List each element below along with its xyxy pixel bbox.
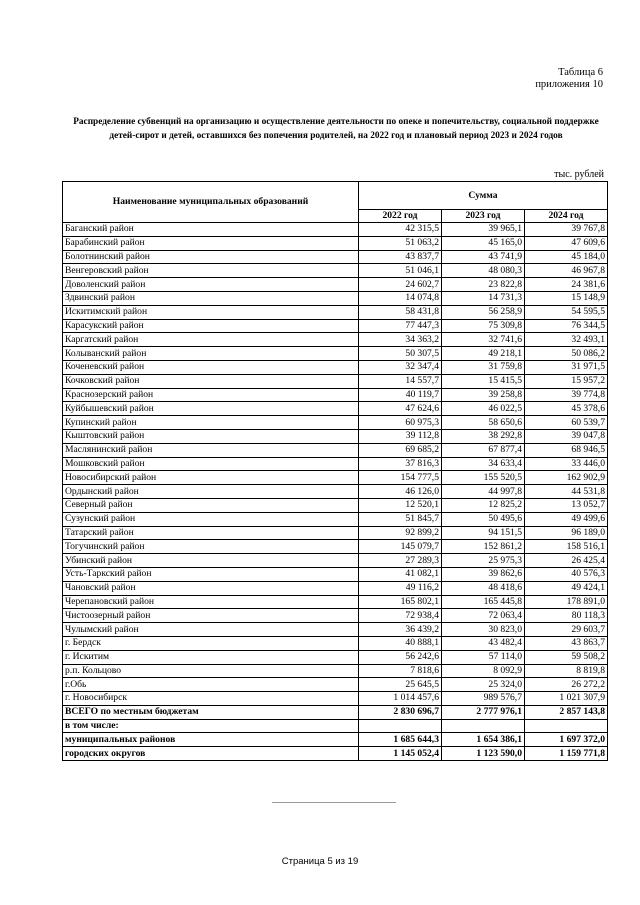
row-value-cell: 41 082,1 (359, 567, 442, 581)
table-row (63, 278, 608, 292)
total-row (63, 705, 608, 719)
row-value-cell: 47 624,6 (359, 402, 442, 416)
row-value-cell: 1 685 644,3 (359, 733, 442, 747)
row-value-cell: 2 777 976,1 (442, 705, 525, 719)
row-value-cell: 154 777,5 (359, 471, 442, 485)
header-year-2024: 2024 год (525, 210, 608, 223)
table-row (63, 609, 608, 623)
table-row (63, 485, 608, 499)
row-value-cell: 51 046,1 (359, 264, 442, 278)
row-value-cell: 40 576,3 (525, 567, 608, 581)
row-value-cell: 32 741,6 (442, 333, 525, 347)
row-name-cell: р.п. Кольцово (63, 664, 359, 678)
table-row (63, 319, 608, 333)
row-value-cell: 8 092,9 (442, 664, 525, 678)
row-value-cell: 1 159 771,8 (525, 747, 608, 761)
row-value-cell: 989 576,7 (442, 692, 525, 706)
row-value-cell: 75 309,8 (442, 319, 525, 333)
page-number: Страница 5 из 19 (281, 856, 359, 867)
table-row (63, 429, 608, 443)
row-value-cell: 30 823,0 (442, 623, 525, 637)
row-value-cell: 8 819,8 (525, 664, 608, 678)
row-value-cell: 58 650,6 (442, 416, 525, 430)
subtotal-row (63, 747, 608, 761)
row-value-cell: 46 022,5 (442, 402, 525, 416)
row-value-cell: 80 118,3 (525, 609, 608, 623)
row-value-cell: 68 946,5 (525, 443, 608, 457)
empty-cell (525, 719, 608, 733)
row-value-cell: 56 242,6 (359, 650, 442, 664)
table-row (63, 512, 608, 526)
row-value-cell: 46 967,8 (525, 264, 608, 278)
row-value-cell: 96 189,0 (525, 526, 608, 540)
row-value-cell: 24 602,7 (359, 278, 442, 292)
row-name-cell: г.Обь (63, 678, 359, 692)
row-name-cell: Карасукский район (63, 319, 359, 333)
row-value-cell: 25 324,0 (442, 678, 525, 692)
row-value-cell: 45 378,6 (525, 402, 608, 416)
table-row (63, 305, 608, 319)
row-value-cell: 94 151,5 (442, 526, 525, 540)
row-value-cell: 25 645,5 (359, 678, 442, 692)
row-value-cell: 34 363,2 (359, 333, 442, 347)
row-name-cell: Новосибирский район (63, 471, 359, 485)
table-row (63, 567, 608, 581)
row-value-cell: 40 119,7 (359, 388, 442, 402)
row-value-cell: 39 862,6 (442, 567, 525, 581)
row-name-cell: Коченевский район (63, 360, 359, 374)
row-value-cell: 45 165,0 (442, 236, 525, 250)
caption-appendix: приложения 10 (535, 79, 603, 90)
table-row (63, 223, 608, 237)
row-value-cell: 1 654 386,1 (442, 733, 525, 747)
table-row (63, 498, 608, 512)
table-row (63, 692, 608, 706)
row-name-cell: Чановский район (63, 581, 359, 595)
table-row (63, 250, 608, 264)
row-value-cell: 32 493,1 (525, 333, 608, 347)
row-value-cell: 69 685,2 (359, 443, 442, 457)
row-value-cell: 162 902,9 (525, 471, 608, 485)
table-row (63, 360, 608, 374)
row-name-cell: Каргатский район (63, 333, 359, 347)
table-row (63, 526, 608, 540)
row-name-cell: ВСЕГО по местным бюджетам (63, 705, 359, 719)
row-name-cell: Чулымский район (63, 623, 359, 637)
row-value-cell: 1 145 052,4 (359, 747, 442, 761)
row-value-cell: 14 557,7 (359, 374, 442, 388)
table-row (63, 347, 608, 361)
row-value-cell: 49 424,1 (525, 581, 608, 595)
row-value-cell: 44 997,8 (442, 485, 525, 499)
row-value-cell: 54 595,5 (525, 305, 608, 319)
row-value-cell: 40 888,1 (359, 636, 442, 650)
row-value-cell: 48 418,6 (442, 581, 525, 595)
row-value-cell: 44 531,8 (525, 485, 608, 499)
row-value-cell: 39 774,8 (525, 388, 608, 402)
row-value-cell: 43 863,7 (525, 636, 608, 650)
row-value-cell: 15 957,2 (525, 374, 608, 388)
row-value-cell: 152 861,2 (442, 540, 525, 554)
table-body (63, 223, 608, 761)
row-name-cell: Мошковский район (63, 457, 359, 471)
row-name-cell: Венгеровский район (63, 264, 359, 278)
row-value-cell: 165 445,8 (442, 595, 525, 609)
row-name-cell: Ордынский район (63, 485, 359, 499)
row-value-cell: 36 439,2 (359, 623, 442, 637)
table-row (63, 388, 608, 402)
row-value-cell: 1 697 372,0 (525, 733, 608, 747)
table-caption (535, 67, 603, 91)
header-year-2023: 2023 год (442, 210, 525, 223)
row-value-cell: 47 609,6 (525, 236, 608, 250)
document-title: Распределение субвенций на организацию и осуществление деятельности по опеке и попечительству, социальной поддержке детей-сирот и детей, оставшихся без попечения родителей, на 2022 год и плановый период 2023 и 2024 годов (73, 117, 599, 141)
row-value-cell: 49 499,6 (525, 512, 608, 526)
row-value-cell: 48 080,3 (442, 264, 525, 278)
row-value-cell: 49 116,2 (359, 581, 442, 595)
empty-cell (359, 719, 442, 733)
row-value-cell: 49 218,1 (442, 347, 525, 361)
row-name-cell: Куйбышевский район (63, 402, 359, 416)
row-value-cell: 43 741,9 (442, 250, 525, 264)
table-row (63, 650, 608, 664)
row-name-cell: Убинский район (63, 554, 359, 568)
row-value-cell: 14 731,3 (442, 291, 525, 305)
including-row (63, 719, 608, 733)
row-name-cell: Черепановский район (63, 595, 359, 609)
table-row (63, 471, 608, 485)
row-value-cell: 72 063,4 (442, 609, 525, 623)
row-value-cell: 39 258,8 (442, 388, 525, 402)
header-year-2022: 2022 год (359, 210, 442, 223)
table-row (63, 595, 608, 609)
row-name-cell: Искитимский район (63, 305, 359, 319)
table-row (63, 333, 608, 347)
row-value-cell: 15 148,9 (525, 291, 608, 305)
row-value-cell: 60 539,7 (525, 416, 608, 430)
row-name-cell: Кочковский район (63, 374, 359, 388)
row-value-cell: 50 086,2 (525, 347, 608, 361)
row-name-cell: Маслянинский район (63, 443, 359, 457)
row-value-cell: 29 603,7 (525, 623, 608, 637)
header-municipality: Наименование муниципальных образований (63, 182, 359, 223)
table-row (63, 540, 608, 554)
row-value-cell: 155 520,5 (442, 471, 525, 485)
row-value-cell: 13 052,7 (525, 498, 608, 512)
row-value-cell: 12 520,1 (359, 498, 442, 512)
row-value-cell: 26 425,4 (525, 554, 608, 568)
table-row (63, 636, 608, 650)
row-value-cell: 39 965,1 (442, 223, 525, 237)
row-value-cell: 24 381,6 (525, 278, 608, 292)
row-name-cell: Краснозерский район (63, 388, 359, 402)
including-label: в том числе: (63, 719, 359, 733)
row-value-cell: 2 857 143,8 (525, 705, 608, 719)
row-value-cell: 27 289,3 (359, 554, 442, 568)
row-value-cell: 60 975,3 (359, 416, 442, 430)
row-name-cell: городских округов (63, 747, 359, 761)
row-name-cell: муниципальных районов (63, 733, 359, 747)
row-value-cell: 43 482,4 (442, 636, 525, 650)
row-value-cell: 50 307,5 (359, 347, 442, 361)
row-name-cell: Кыштовский район (63, 429, 359, 443)
row-value-cell: 67 877,4 (442, 443, 525, 457)
table-row (63, 678, 608, 692)
row-name-cell: Доволенский район (63, 278, 359, 292)
row-name-cell: Чистоозерный район (63, 609, 359, 623)
units-label: тыс. рублей (554, 169, 604, 180)
row-name-cell: г. Бердск (63, 636, 359, 650)
row-value-cell: 23 822,8 (442, 278, 525, 292)
footer-divider (272, 802, 396, 803)
row-value-cell: 38 292,8 (442, 429, 525, 443)
row-value-cell: 178 891,0 (525, 595, 608, 609)
row-value-cell: 1 014 457,6 (359, 692, 442, 706)
row-value-cell: 45 184,0 (525, 250, 608, 264)
table-row (63, 416, 608, 430)
row-value-cell: 72 938,4 (359, 609, 442, 623)
row-value-cell: 25 975,3 (442, 554, 525, 568)
row-value-cell: 1 021 307,9 (525, 692, 608, 706)
row-value-cell: 42 315,5 (359, 223, 442, 237)
row-value-cell: 92 899,2 (359, 526, 442, 540)
row-name-cell: Здвинский район (63, 291, 359, 305)
table-row (63, 623, 608, 637)
row-value-cell: 14 074,8 (359, 291, 442, 305)
row-value-cell: 56 258,9 (442, 305, 525, 319)
caption-table-number: Таблица 6 (558, 67, 603, 78)
row-name-cell: Татарский район (63, 526, 359, 540)
row-name-cell: Колыванский район (63, 347, 359, 361)
subtotal-row (63, 733, 608, 747)
row-value-cell: 59 508,2 (525, 650, 608, 664)
table-row (63, 457, 608, 471)
row-value-cell: 51 845,7 (359, 512, 442, 526)
row-name-cell: Северный район (63, 498, 359, 512)
row-value-cell: 31 759,8 (442, 360, 525, 374)
row-name-cell: г. Искитим (63, 650, 359, 664)
row-name-cell: Тогучинский район (63, 540, 359, 554)
table-row (63, 291, 608, 305)
row-value-cell: 12 825,2 (442, 498, 525, 512)
row-value-cell: 76 344,5 (525, 319, 608, 333)
row-value-cell: 7 818,6 (359, 664, 442, 678)
row-value-cell: 34 633,4 (442, 457, 525, 471)
row-value-cell: 50 495,6 (442, 512, 525, 526)
table-row (63, 264, 608, 278)
row-value-cell: 31 971,5 (525, 360, 608, 374)
table-row (63, 236, 608, 250)
row-name-cell: Купинский район (63, 416, 359, 430)
row-value-cell: 158 516,1 (525, 540, 608, 554)
table-row (63, 581, 608, 595)
row-value-cell: 51 063,2 (359, 236, 442, 250)
table-row (63, 402, 608, 416)
row-value-cell: 57 114,0 (442, 650, 525, 664)
row-name-cell: Барабинский район (63, 236, 359, 250)
row-value-cell: 32 347,4 (359, 360, 442, 374)
row-value-cell: 15 415,5 (442, 374, 525, 388)
row-value-cell: 33 446,0 (525, 457, 608, 471)
row-value-cell: 1 123 590,0 (442, 747, 525, 761)
row-value-cell: 2 830 696,7 (359, 705, 442, 719)
row-value-cell: 26 272,2 (525, 678, 608, 692)
row-value-cell: 39 112,8 (359, 429, 442, 443)
header-sum: Сумма (359, 182, 608, 210)
row-value-cell: 46 126,0 (359, 485, 442, 499)
row-value-cell: 39 767,8 (525, 223, 608, 237)
row-name-cell: Усть-Таркский район (63, 567, 359, 581)
row-name-cell: г. Новосибирск (63, 692, 359, 706)
row-name-cell: Сузунский район (63, 512, 359, 526)
empty-cell (442, 719, 525, 733)
row-value-cell: 43 837,7 (359, 250, 442, 264)
row-name-cell: Болотнинский район (63, 250, 359, 264)
row-value-cell: 145 079,7 (359, 540, 442, 554)
table-row (63, 554, 608, 568)
row-value-cell: 165 802,1 (359, 595, 442, 609)
row-value-cell: 58 431,8 (359, 305, 442, 319)
row-value-cell: 39 047,8 (525, 429, 608, 443)
subvention-table (62, 181, 608, 761)
row-value-cell: 77 447,3 (359, 319, 442, 333)
row-value-cell: 37 816,3 (359, 457, 442, 471)
row-name-cell: Баганский район (63, 223, 359, 237)
table-row (63, 443, 608, 457)
table-row (63, 664, 608, 678)
table-row (63, 374, 608, 388)
